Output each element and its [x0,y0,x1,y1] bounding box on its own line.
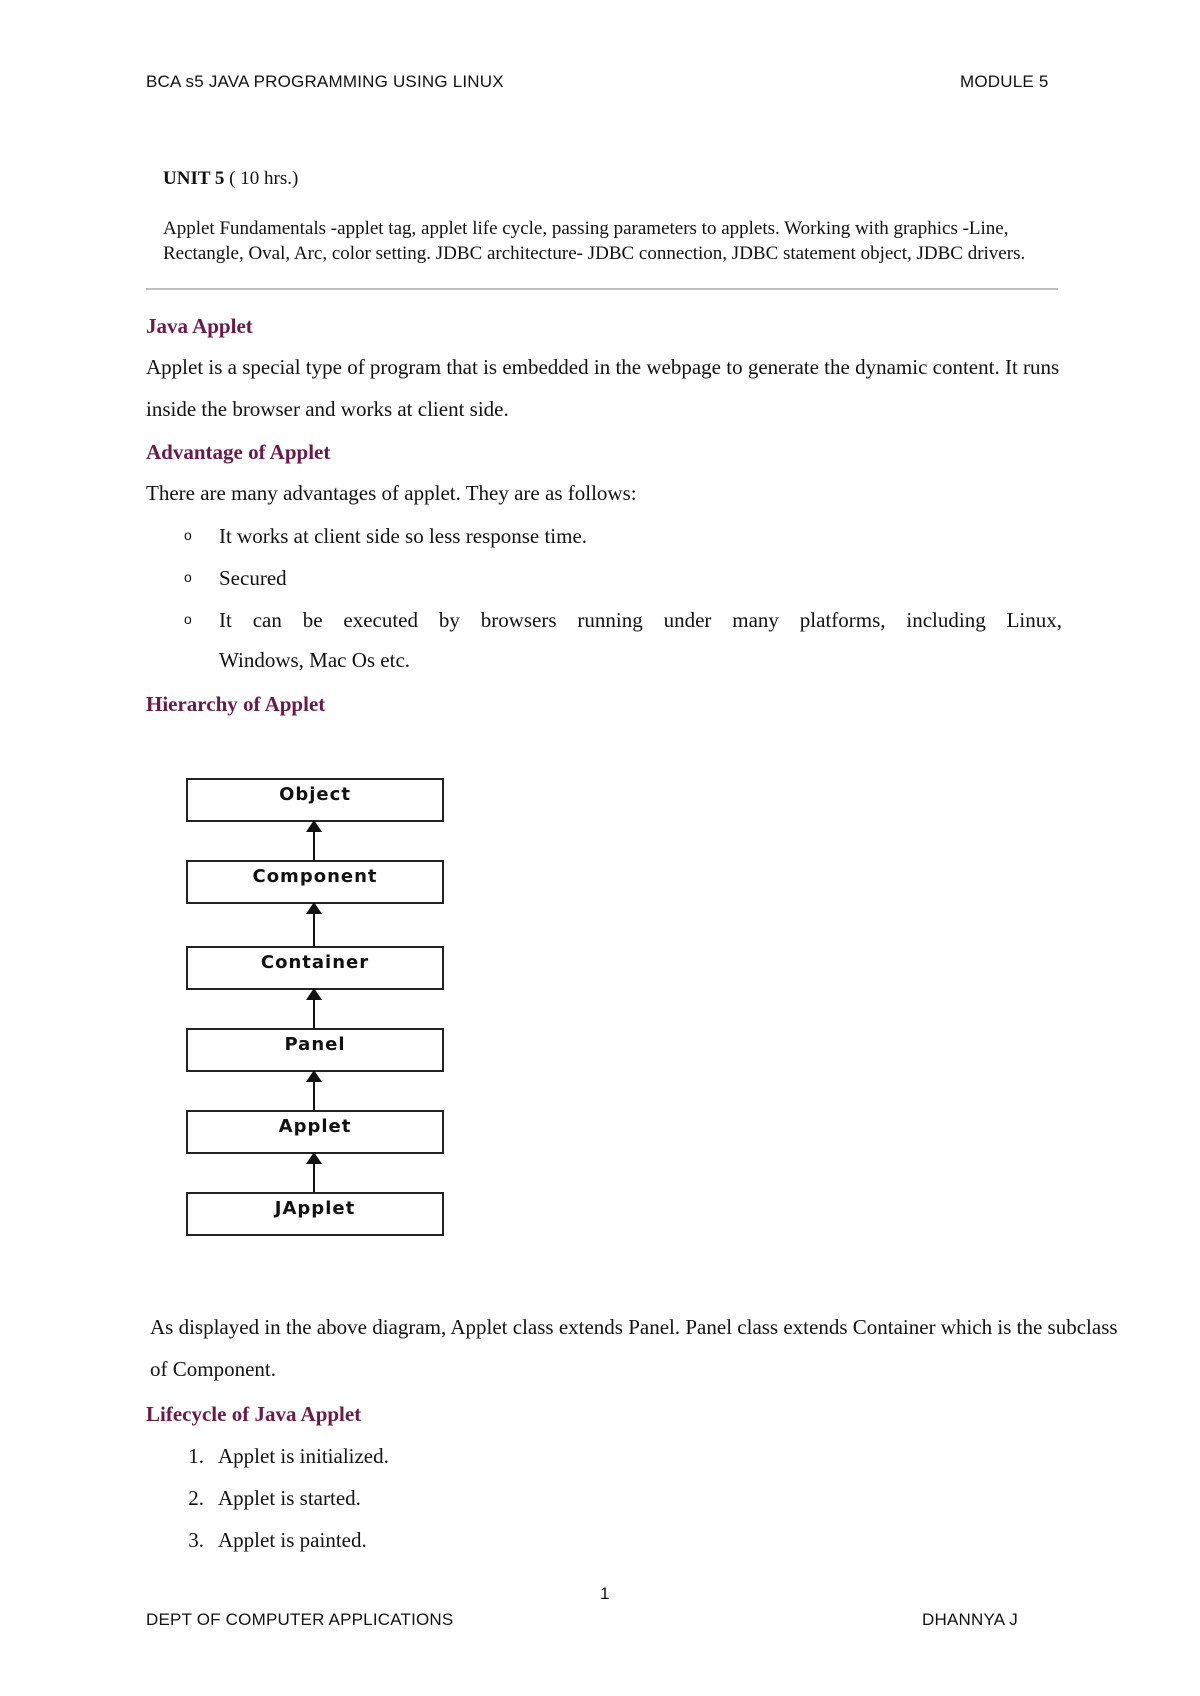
header-course-title: BCA s5 JAVA PROGRAMMING USING LINUX [146,72,504,91]
bullet-text: Secured [219,566,287,590]
heading-hierarchy: Hierarchy of Applet [146,692,326,716]
class-box-container: Container [186,946,444,990]
footer-author: DHANNYA J [922,1610,1018,1629]
class-box-japplet: JApplet [186,1192,444,1236]
header-module: MODULE 5 [960,72,1049,91]
heading-advantage: Advantage of Applet [146,440,331,464]
hierarchy-caption: As displayed in the above diagram, Applet class extends Panel. Panel class extends Container which is the subclass of Component. [150,1315,1118,1381]
bullet-text: It works at client side so less response time. [219,524,588,548]
list-number: 1. [188,1444,204,1468]
heading-lifecycle: Lifecycle of Java Applet [146,1402,362,1426]
java-applet-text: Applet is a special type of program that is embedded in the webpage to generate the dynamic content. It runs inside the browser and works at client side. [146,355,1060,421]
extends-arrow [313,1072,315,1110]
list-text: Applet is started. [218,1486,361,1510]
bullet-text: It can be executed by browsers running under many platforms, including Linux, [219,608,1062,632]
class-box-object: Object [186,778,444,822]
syllabus-text: Applet Fundamentals -applet tag, applet life cycle, passing parameters to applets. Working with graphics -Line, Rectangle, Oval, Arc, color setting. JDBC architecture- JDBC connection, JDBC statement object, JDBC drivers. [163,218,1026,264]
list-text: Applet is painted. [218,1528,367,1552]
unit-hours: ( 10 hrs.) [229,168,299,189]
heading-java-applet: Java Applet [146,314,253,338]
class-box-applet: Applet [186,1110,444,1154]
extends-arrow [313,990,315,1028]
unit-label: UNIT 5 [163,168,225,189]
unit-title [163,168,298,190]
extends-arrow [313,1154,315,1192]
list-item [184,608,1062,638]
hierarchy-diagram [180,770,460,1250]
list-text: Applet is initialized. [218,1444,389,1468]
bullet-marker: o [184,611,192,627]
advantage-intro: There are many advantages of applet. They are as follows: [146,481,637,505]
extends-arrow [313,904,315,946]
page-number: 1 [600,1584,610,1603]
list-number: 2. [188,1486,204,1510]
class-box-panel: Panel [186,1028,444,1072]
extends-arrow [313,822,315,860]
syllabus-divider [146,288,1058,290]
bullet-text: Windows, Mac Os etc. [219,648,411,672]
bullet-marker: o [184,569,192,585]
class-box-component: Component [186,860,444,904]
list-number: 3. [188,1528,204,1552]
bullet-marker: o [184,527,192,543]
footer-department: DEPT OF COMPUTER APPLICATIONS [146,1610,454,1629]
